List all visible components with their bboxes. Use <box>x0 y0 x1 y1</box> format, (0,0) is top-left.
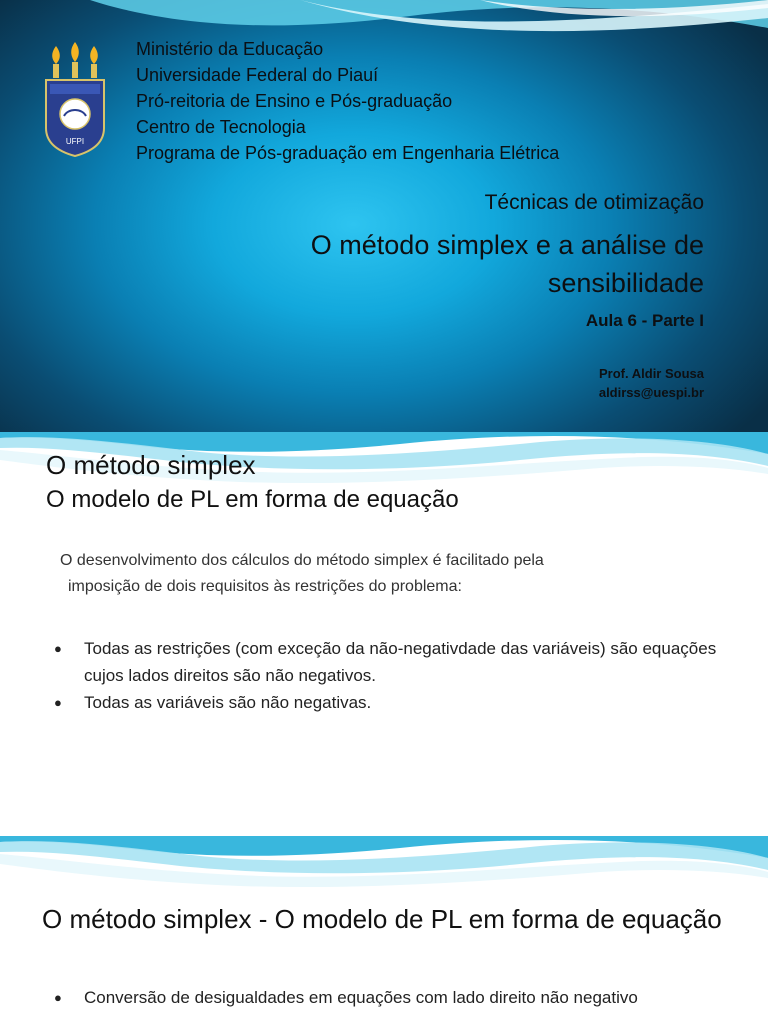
page-title <box>164 226 704 302</box>
bullet-icon: ● <box>54 641 62 656</box>
wave-decoration <box>0 836 768 896</box>
bullet-icon: ● <box>54 695 62 710</box>
intro-line: O desenvolvimento dos cálculos do método simplex é facilitado pela <box>60 552 544 569</box>
list-item-text: Todas as variáveis são não negativas. <box>84 693 372 712</box>
list-item-text: Todas as restrições (com exceção da não-negativdade das variáveis) são equações cujos lados direitos são não negativos. <box>84 639 717 685</box>
course-name: Técnicas de otimização <box>484 191 704 214</box>
bullet-list <box>50 635 730 716</box>
bullet-list <box>50 984 730 1011</box>
intro-line: imposição de dois requisitos às restrições do problema: <box>68 578 462 595</box>
title-line: O método simplex e a análise de <box>310 230 704 260</box>
institution-line: Pró-reitoria de Ensino e Pós-graduação <box>136 91 453 111</box>
intro-paragraph <box>60 548 720 600</box>
professor-email: aldirss@uespi.br <box>598 385 704 400</box>
slide-subtitle: O modelo de PL em forma de equação <box>46 486 459 513</box>
slide-title: O método simplex <box>46 450 256 480</box>
institution-line: Universidade Federal do Piauí <box>136 65 379 85</box>
title-line: sensibilidade <box>547 268 704 298</box>
list-item <box>50 635 730 689</box>
institution-line: Ministério da Educação <box>136 39 324 59</box>
list-item <box>50 689 730 716</box>
content-slide <box>0 836 768 1024</box>
professor-name: Prof. Aldir Sousa <box>599 366 704 381</box>
ufpi-crest-icon <box>40 40 110 158</box>
content-slide <box>0 432 768 836</box>
institution-line: Programa de Pós-graduação em Engenharia Elétrica <box>136 143 560 163</box>
lecture-label: Aula 6 - Parte I <box>585 311 704 330</box>
list-item <box>50 984 730 1011</box>
institution-line: Centro de Tecnologia <box>136 117 306 137</box>
slide-title: O método simplex - O modelo de PL em forma de equação <box>42 904 722 934</box>
list-item-text: Conversão de desigualdades em equações com lado direito não negativo <box>84 988 638 1007</box>
svg-text:UFPI: UFPI <box>65 137 85 146</box>
title-slide <box>0 0 768 432</box>
bullet-icon: ● <box>54 990 62 1005</box>
